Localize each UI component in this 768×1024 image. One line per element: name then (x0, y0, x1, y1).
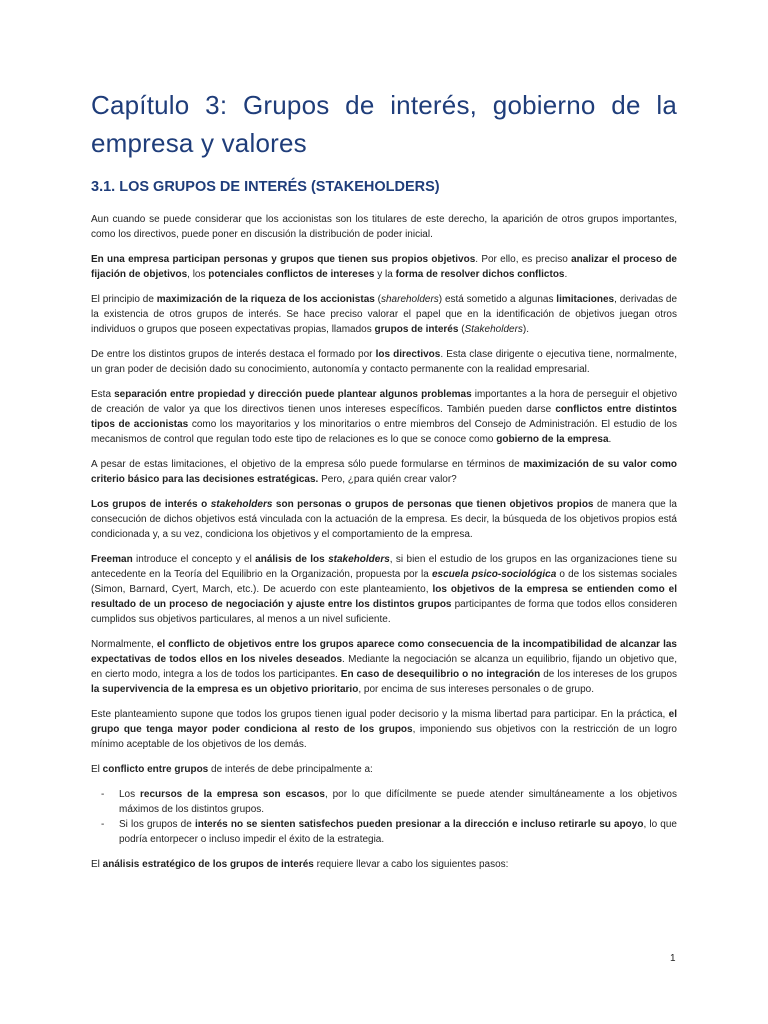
chapter-title: Capítulo 3: Grupos de interés, gobierno de la empresa y valores (91, 90, 677, 158)
document-page (91, 86, 677, 882)
paragraph-1: Aun cuando se puede considerar que los accionistas son los titulares de este derecho, la aparición de otros grupos importantes, como los directivos, puede poner en discusión la distribución de poder inicial. (91, 214, 677, 240)
bullet-text: Los recursos de la empresa son escasos, por lo que difícilmente se puede atender simultáneamente a los objetivos máximos de los distintos grupos. (119, 789, 677, 815)
paragraph-2: En una empresa participan personas y grupos que tienen sus propios objetivos. Por ello, es preciso analizar el proceso de fijación de objetivos, los potenciales conflictos de intereses y la forma de resolver dichos conflictos. (91, 254, 677, 280)
page-number: 1 (670, 953, 676, 964)
section-heading: 3.1. LOS GRUPOS DE INTERÉS (STAKEHOLDERS) (91, 179, 440, 195)
body-text (91, 212, 677, 872)
bullet-item-1 (91, 787, 677, 817)
bullet-dash: - (101, 819, 105, 830)
paragraph-9: Normalmente, el conflicto de objetivos entre los grupos aparece como consecuencia de la incompatibilidad de alcanzar las expectativas de todos ellos en los niveles deseados. Mediante la negociación se alcanza un equilibrio, fijando un objetivo que, en cierto modo, integra a los de todos los participantes. En caso de desequilibrio o no integración de los intereses de los grupos la supervivencia de la empresa es un objetivo prioritario, por encima de sus intereses personales o de grupo. (91, 639, 678, 695)
paragraph-5: Esta separación entre propiedad y dirección puede plantear algunos problemas importantes a la hora de perseguir el objetivo de creación de valor ya que los directivos tienen unos intereses específicos. También pueden darse conflictos entre distintos tipos de accionistas como los mayoritarios y los minoritarios o entre miembros del Consejo de Administración. El estudio de los mecanismos de control que regulan todo este tipo de relaciones es lo que se conoce como gobierno de la empresa. (91, 389, 678, 445)
paragraph-11: El conflicto entre grupos de interés de debe principalmente a: (91, 764, 373, 775)
paragraph-4: De entre los distintos grupos de interés destaca el formado por los directivos. Esta clase dirigente o ejecutiva tiene, normalmente, un gran poder de decisión dado su conocimiento, autonomía y contacto permanente con la realidad empresarial. (91, 349, 678, 375)
paragraph-7: Los grupos de interés o stakeholders son personas o grupos de personas que tienen objetivos propios de manera que la consecución de dichos objetivos está vinculada con la actuación de la empresa. Es decir, la búsqueda de los objetivos propios está condicionada y, a su vez, condiciona los objetivos y el comportamiento de la empresa. (91, 499, 677, 540)
paragraph-8: Freeman introduce el concepto y el análisis de los stakeholders, si bien el estudio de los grupos en las organizaciones tiene su antecedente en la Teoría del Equilibrio en la Organización, propuesta por la escuela psico-sociológica o de los sistemas sociales (Simon, Barnard, Cyert, March, etc.). De acuerdo con este planteamiento, los objetivos de la empresa se entienden como el resultado de un proceso de negociación y ajuste entre los distintos grupos participantes de forma que todos ellos consideren cumplidos sus objetivos particulares, al menos a un nivel suficiente. (91, 554, 678, 625)
paragraph-10: Este planteamiento supone que todos los grupos tienen igual poder decisorio y la misma libertad para participar. En la práctica, el grupo que tenga mayor poder condiciona al resto de los grupos, imponiendo sus objetivos con la restricción de un logro mínimo aceptable de los objetivos de los demás. (91, 709, 677, 750)
bullet-list (91, 787, 677, 847)
paragraph-3: El principio de maximización de la riqueza de los accionistas (shareholders) está sometido a algunas limitaciones, derivadas de la existencia de otros grupos de interés. Se hace preciso valorar el papel que en la identificación de objetivos juegan otros individuos o grupos que poseen expectativas propias, llamados grupos de interés (Stakeholders). (91, 294, 678, 335)
bullet-item-2 (91, 817, 677, 847)
paragraph-6: A pesar de estas limitaciones, el objetivo de la empresa sólo puede formularse en términos de maximización de su valor como criterio básico para las decisiones estratégicas. Pero, ¿para quién crear valor? (91, 459, 677, 485)
bullet-dash: - (101, 789, 105, 800)
bullet-text: Si los grupos de interés no se sienten satisfechos pueden presionar a la dirección e incluso retirarle su apoyo, lo que podría entorpecer o incluso impedir el éxito de la estrategia. (119, 819, 677, 845)
closing-paragraph: El análisis estratégico de los grupos de interés requiere llevar a cabo los siguientes pasos: (91, 859, 509, 870)
